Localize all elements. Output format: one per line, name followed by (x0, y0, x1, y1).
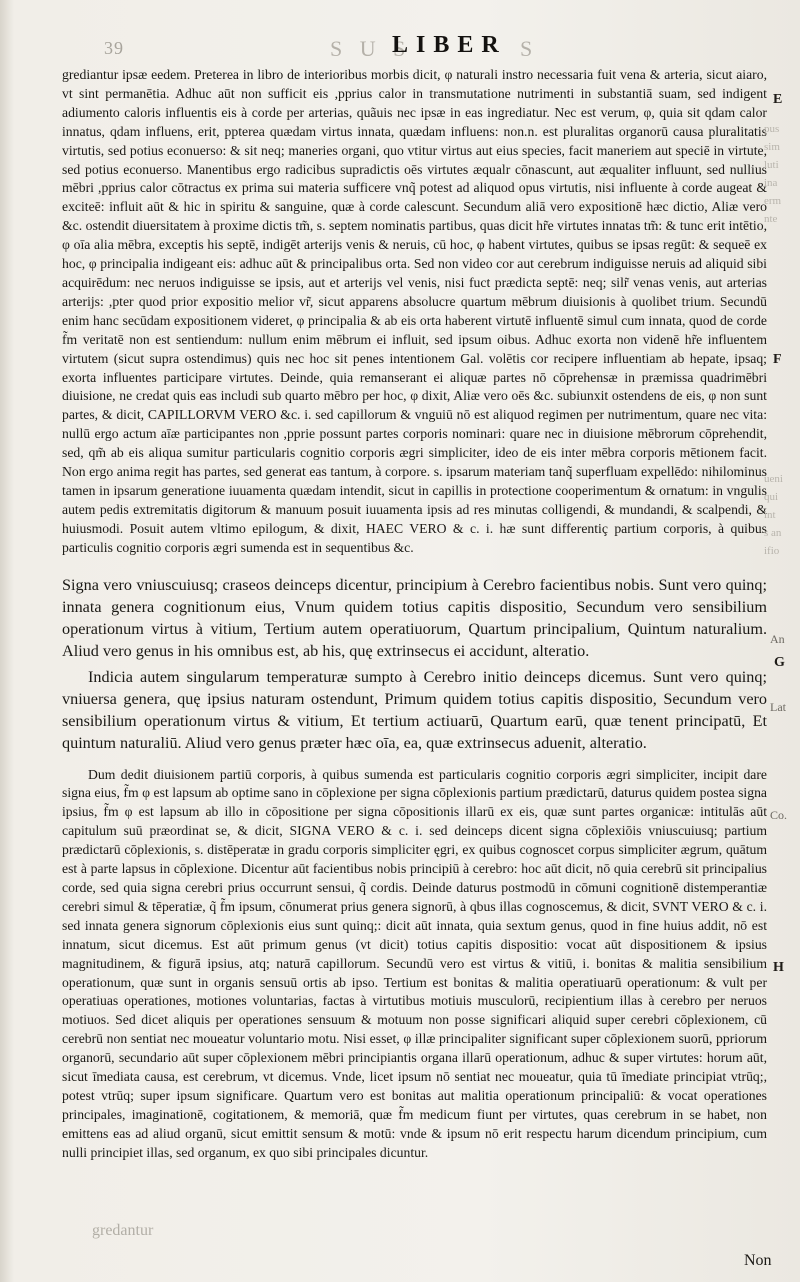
commentary-paragraph-1: grediantur ipsæ eedem. Preterea in libro de interioribus morbis dicit, φ naturali instro necessaria fuit vena & arteria, sicut aiaro, vt sint permanētia. Adhuc aūt non sufficit eis ,pprius calor in transmutatione nutrimenti in substantiā suam, sed indigent adiumento caloris influentis eis à corde per arterias, quãuis nec ipsæ in eas ingrediatur. Nec est verum, φ, quia sit qdam calor innatus, qdam influens, erit, ppterea quædam virtus innata, quædam influens: non.n. est pluralitas organorū causa pluralitatis virtutis, sed potius econuerso: & sit neq; maneries organi, quo vtitur virtus aut eius species, facit maneriem aut speciē in virtute, sed potius econuerso. Manentibus ergo radicibus supradictis oēs virtutes æqualr cōnascunt, aut æqualiter influunt, sed nullius mēbri ,pprius calor cōtractus ex prima sui materia sufficere vnq̃ potest ad aliquod opus virtutis, nisi influente à corde augeat & exciteē: influit aūt & hic in spiritu & sanguine, quæ à corde calescunt. Secundum aliā vero expositionē hæc dictio, Aliæ vero &c. ostendit diuersitatem à proxime dictis tm̃, s. septem nominatis partibus, quas dicit hr̃e virtutes innatas tm̃: & tunc erit intētio, φ oīa alia mēbra, exceptis his septē, indigēt arterijs venis & neruis, cū hoc, φ habent virtutes, quibus se ipsas regūt: & sequeē ex hoc, φ principalia indigeant eis: adhuc aūt & principalibus orta. Sed non video cor aut cerebrum indiguisse neruis ad aliquid sibi acquirēdum: nec neruos indiguisse se ipsis, aut et arterijs vel venis, nisi fuct prædicta septē: neq; silr̃ venas venis, aut arterias arterijs: ,pter quod prior expositio melior vr̃, sicut apparens absolucre quartum mēbrum diuisionis à quolibet trium. Secundū enim hanc secūdam expositionem videret, φ principalia & ab eis orta haberent virtutē influentē simul cum innata, quod de corde f̃m veritatē non est sentiendum: nullum enim mēbrum ei influit, sed ipsum oibus. Adhuc exorta non videnē hr̃e influentem virtutem (sicut supra ostendimus) quis nec hoc sit penes intentionem Gal. volētis cor recipere influentiam ab hepate, ipsaq; exorta influentes participare virtutes. Deinde, quia remanserant ei aliquæ partes nō cōprehensæ in præmissa quadrimēbri diuisione, ne credat quis eas includi sub quarto mēbro per hoc, φ dixit, Aliæ vero oēs &c. subiunxit ostendens de eis, φ non sunt partes, & dicit, CAPILLORVM VERO &c. i. sed capillorum & vnguiū nō est aliquod regimen per nutrimentum, quare nec vita: nullū ergo actum aīæ participantes non ,pprie possunt partes corporis nominari: quare nec in diuisione mēbrorum cōprehendit, sed, qm̃ ab eis aliqua sumitur particularis cognitio corporis ægri simpliciter, ideo de eis inter mēbra corporis mētionem facit. Non ergo anima regit has partes, sed generat eas tantum, à corpore. s. ipsarum materiam tanq̃ superfluam expellēdo: nihilominus tamen in ipsarum generatione iuuamenta quædam intendit, sicut in capillis in protectione cooperimentum & ornatum: in vngulis autem pedis extremitatis digitorum & manuum posuit iuuamenta ipsis ad res minutas colligendi, & mundandi, & scalpendi, & huiusmodi. Posuit autem vltimo epilogum, & dixit, HAEC VERO & c. i. hæ sunt differentiç partium corporis, à quibus particulis cognitio corporis ægri sumenda est in sequentibus &c. (62, 67, 767, 555)
text-block (62, 66, 767, 1163)
margin-note-lat: Lat (770, 700, 786, 714)
margin-letter-f: F (773, 352, 782, 367)
margin-letter-h: H (773, 960, 784, 975)
page-header (0, 18, 800, 61)
commentary-paragraph-2: Dum dedit diuisionem partiū corporis, à quibus sumenda est particularis cognitio corporis ægri simpliciter, incipit dare signa eius, f̃m φ est lapsum ab optime sano in cōplexione per signa cōplexionis partium prædictarū, daturus quidem postea signa ipsius, f̃m φ est lapsum ab illo in cōpositione per signa cōpositionis illarū ex eis, quæ sunt partes organicæ: intitulās aūt capitulum suū præordinat se, & dicit, SIGNA VERO & c. i. sed deinceps dicent signa cōplexiōis vniuscuiusq; partium prædictarū cōplexionis, s. distēperatæ in gradu corporis simpliciter ęgri, ex quibus cognoscet corpus simpliciter ægrum, quātum est à parte lapsus in cōplexione. Dicentur aūt facientibus nobis principiū à cerebro: hoc aūt dicit, nō quia cerebrū sit principalius corde, sed quia signa cerebri prius occurrunt sensui, q̃ cordis. Deinde daturus postmodū in cōmuni cognitionē distemperantiæ cerebri simul & tēperatiæ, q̃ f̃m ipsum, cōnumerat prius genera signorū, à qbus illas cognoscemus, & dicit, SVNT VERO & c. i. sed innata genera signorum cōplexionis eius sunt quinq;: dicit aūt innata, quia sextum genus, quod in fine huius addit, nō est innatum, sicut dicemus. Est aūt primum genus (vt dicit) totius capitis dispositio: vocat aūt dispositionem & ipsius magnitudinem, & figurā ipsius, atq; naturā capillorum. Secundū vero est virtus & vitiū, i. bonitas & malitia sensibilium operationum, quæ sunt in organis sensuū ortis ab ipso. Tertium est bonitas & malitia operatiuarū operationum: & vult per operatiuas operationes, motiones voluntarias, factas à virtutibus motiuis musculorū, recipientium illas à cerebro per neruos motiuos. Sed dicet aliquis per operationes sensuum & motuum non posse significari aliquid super cerebri cōplexionem, cū cerebrū non sentiat nec moueatur voluntario motu. Nisi esset, φ illæ principaliter significant super cōplexionem suorū, ppriorum organorū, secundario aūt super cōplexionem mēbri principiantis organa illarū operationum, adhuc & super virtutes: horum aūt, sicut īmediata causa, est cerebrum, vt dicemus. Vnde, licet ipsum nō sentiat nec moueatur, quia tū īmediate principiat vtrūq;, potest vtrūq; super ipsum significare. Quartum vero est bonitas aut malitia operationum principaliū: & vocat operationes principales, imaginationē, cogitationem, & memoriā, quæ f̃m medicum fiunt per virtutes, quas cerebrum in se habet, non emittens eas ad aliud organū, sicut emittit sensum & motū: vnde & ipsum nō erit respectu harum dicendum principium, cum nulli principiet illas, sed organum, ex quo sibi principales dicuntur. (62, 766, 767, 1160)
margin-note-an: An (770, 632, 785, 646)
translation-paragraph-arabic-latin: Signa vero vniuscuiusq; craseos deinceps dicentur, principium à Cerebro facientibus nobis. Sunt vero quinq; innata genera cognitionum eius, Vnum quidem totius capitis dispositio, Secundum vero sensibilium operationum virtus à vitium, Tertium autem operatiuorum, Quartum principalium, Quintum naturalium. Aliud vero genus in his omnibus est, ab his, quę extrinsecus ei accidunt, alteratio. (62, 575, 767, 660)
running-head: LIBER (392, 32, 507, 58)
bleed-through-margin-lower: ueni qui int s an ifio (764, 473, 783, 557)
margin-letter-e: E (773, 92, 783, 107)
catchword: Non (744, 1252, 772, 1269)
translation-paragraph-greek-latin: Indicia autem singularum temperaturæ sumpto à Cerebro initio deinceps dicemus. Sunt vero quinq; vniuersa genera, quę ipsius naturam ostendunt, Primum quidem totius capitis dispositio, Secundum vero sensibilium operationum virtus & vitium, Et tertium actiuarū, Quartum earū, quæ tenent principatū, Et quintum naturaliū. Aliud vero genus præter hæc oīa, ea, quæ extrinsecus aduenit, alteratio. (62, 667, 767, 752)
bleed-through-margin: pus sim luti ina erm nte (764, 123, 782, 225)
bleed-through-heading: S U S (330, 36, 412, 61)
margin-letter-g: G (774, 655, 785, 670)
bleed-through-footer: gredantur (92, 1222, 154, 1239)
folio-number: 39 (104, 38, 124, 58)
margin-note-co: Co. (770, 808, 788, 822)
bleed-through-letter: S (520, 36, 533, 61)
